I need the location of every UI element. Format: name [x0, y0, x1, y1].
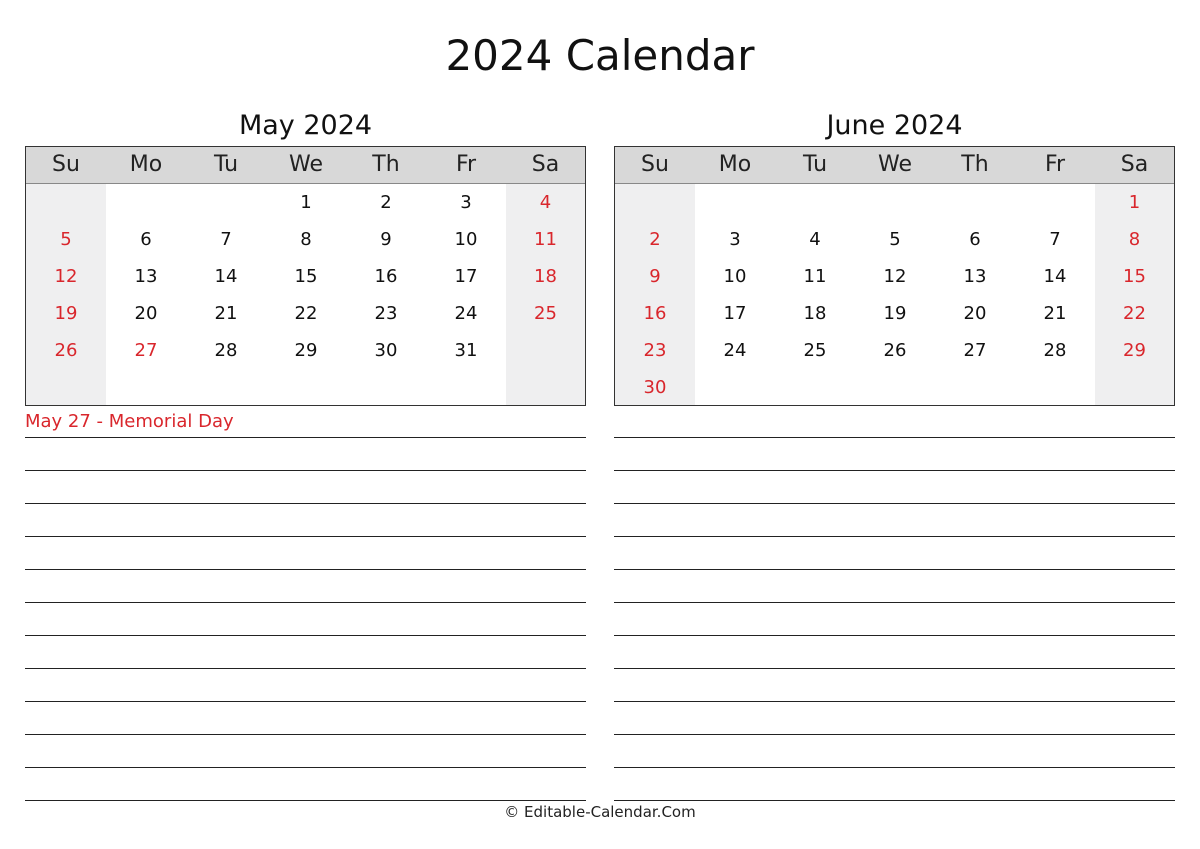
- day-cell: 22: [1123, 303, 1146, 324]
- note-line[interactable]: [25, 636, 586, 669]
- month-june: [614, 106, 1175, 801]
- page-title: 2024 Calendar: [445, 31, 755, 80]
- day-cell: 2: [649, 229, 661, 250]
- month-title: May 2024: [238, 110, 373, 141]
- note-line[interactable]: [25, 570, 586, 603]
- day-cell: 10: [723, 266, 747, 287]
- note-line[interactable]: [25, 504, 586, 537]
- day-cell: 30: [374, 340, 398, 361]
- day-cell: 16: [643, 303, 667, 324]
- day-cell: 5: [60, 229, 72, 250]
- note-line[interactable]: [614, 735, 1175, 768]
- notes-area: [25, 406, 586, 801]
- day-cell: 12: [54, 266, 78, 287]
- day-cell: 4: [809, 229, 821, 250]
- day-cell: 25: [534, 303, 557, 324]
- day-cell: 28: [214, 340, 238, 361]
- notes-area: [614, 406, 1175, 801]
- day-cell: 14: [214, 266, 238, 287]
- note-line[interactable]: [25, 768, 586, 801]
- weekday-label: Mo: [718, 152, 752, 177]
- note-line[interactable]: [614, 537, 1175, 570]
- weekday-label: Fr: [455, 152, 477, 177]
- empty-day-cell: [855, 184, 935, 221]
- day-cell: 10: [454, 229, 478, 250]
- empty-day-cell: [1015, 184, 1095, 221]
- note-line[interactable]: [614, 570, 1175, 603]
- day-cell: 21: [1043, 303, 1067, 324]
- day-cell: 2: [380, 192, 392, 213]
- day-cell: 1: [1128, 192, 1141, 213]
- day-cell: 29: [294, 340, 318, 361]
- note-line[interactable]: [25, 438, 586, 471]
- day-cell: 8: [300, 229, 312, 250]
- day-cell: 7: [1049, 229, 1061, 250]
- day-cell: 8: [1128, 229, 1141, 250]
- note-line[interactable]: [25, 669, 586, 702]
- day-cell: 24: [454, 303, 478, 324]
- month-may: [25, 106, 586, 801]
- note-line[interactable]: [614, 702, 1175, 735]
- empty-day-cell: [935, 184, 1015, 221]
- day-cell: 12: [883, 266, 907, 287]
- empty-day-cell: [26, 184, 106, 221]
- day-cell: 6: [969, 229, 981, 250]
- weekday-label: We: [289, 152, 323, 177]
- day-cell: 23: [643, 340, 667, 361]
- day-cell: 29: [1123, 340, 1146, 361]
- day-cell: 11: [803, 266, 827, 287]
- day-cell: 25: [803, 340, 827, 361]
- day-grid: [26, 184, 585, 369]
- weekday-label: Su: [52, 152, 80, 177]
- day-cell: 28: [1043, 340, 1067, 361]
- day-cell: 15: [1123, 266, 1146, 287]
- weekday-label: Fr: [1044, 152, 1066, 177]
- weekday-label: Th: [372, 152, 400, 177]
- day-cell: 30: [643, 377, 667, 398]
- weekday-label: Tu: [213, 152, 239, 177]
- note-line[interactable]: [614, 471, 1175, 504]
- day-cell: 16: [374, 266, 398, 287]
- note-line[interactable]: [614, 768, 1175, 801]
- month-title: June 2024: [826, 110, 963, 141]
- day-cell: 1: [300, 192, 312, 213]
- day-cell: 23: [374, 303, 398, 324]
- day-cell: 5: [889, 229, 901, 250]
- weekday-label: Th: [961, 152, 989, 177]
- day-cell: 14: [1043, 266, 1067, 287]
- day-cell: 6: [140, 229, 152, 250]
- day-grid: [615, 184, 1174, 406]
- day-cell: 3: [729, 229, 741, 250]
- note-line[interactable]: [25, 702, 586, 735]
- empty-day-cell: [695, 184, 775, 221]
- day-cell: 20: [134, 303, 158, 324]
- day-cell: 31: [454, 340, 478, 361]
- day-cell: 11: [534, 229, 557, 250]
- day-cell: 18: [534, 266, 557, 287]
- calendar-grid: [25, 146, 586, 406]
- weekday-header: [26, 147, 585, 184]
- day-cell: 17: [454, 266, 478, 287]
- day-cell: 9: [380, 229, 392, 250]
- day-cell: 9: [649, 266, 661, 287]
- weekday-label: Tu: [802, 152, 828, 177]
- day-cell: 22: [294, 303, 318, 324]
- note-line[interactable]: [614, 406, 1175, 438]
- empty-day-cell: [106, 184, 186, 221]
- day-cell: 13: [963, 266, 987, 287]
- day-cell: 24: [723, 340, 747, 361]
- day-cell: 3: [460, 192, 472, 213]
- note-line[interactable]: [25, 735, 586, 768]
- empty-day-cell: [775, 184, 855, 221]
- note-line[interactable]: [25, 471, 586, 504]
- weekday-label: Mo: [129, 152, 163, 177]
- day-cell: 19: [54, 303, 78, 324]
- day-cell: 4: [539, 192, 552, 213]
- day-cell: 13: [134, 266, 158, 287]
- day-cell: 18: [803, 303, 827, 324]
- weekday-label: We: [878, 152, 912, 177]
- day-cell: 27: [134, 340, 158, 361]
- note-line[interactable]: [614, 603, 1175, 636]
- note-line[interactable]: [614, 438, 1175, 471]
- day-cell: 15: [294, 266, 318, 287]
- day-cell: 26: [54, 340, 78, 361]
- note-line[interactable]: [614, 636, 1175, 669]
- day-cell: 27: [963, 340, 987, 361]
- day-cell: 26: [883, 340, 907, 361]
- weekday-label: Sa: [531, 152, 560, 177]
- weekday-label: Sa: [1120, 152, 1149, 177]
- calendar-grid: [614, 146, 1175, 406]
- note-line[interactable]: [25, 603, 586, 636]
- day-cell: 19: [883, 303, 907, 324]
- empty-day-cell: [615, 184, 695, 221]
- weekday-label: Su: [641, 152, 669, 177]
- footer-credit: © Editable-Calendar.Com: [504, 803, 696, 821]
- note-line[interactable]: [25, 537, 586, 570]
- day-cell: 20: [963, 303, 987, 324]
- day-cell: 17: [723, 303, 747, 324]
- holiday-note[interactable]: May 27 - Memorial Day: [25, 406, 586, 438]
- weekday-header: [615, 147, 1174, 184]
- empty-day-cell: [186, 184, 266, 221]
- note-line[interactable]: [614, 669, 1175, 702]
- note-line[interactable]: [614, 504, 1175, 537]
- day-cell: 21: [214, 303, 238, 324]
- day-cell: 7: [220, 229, 232, 250]
